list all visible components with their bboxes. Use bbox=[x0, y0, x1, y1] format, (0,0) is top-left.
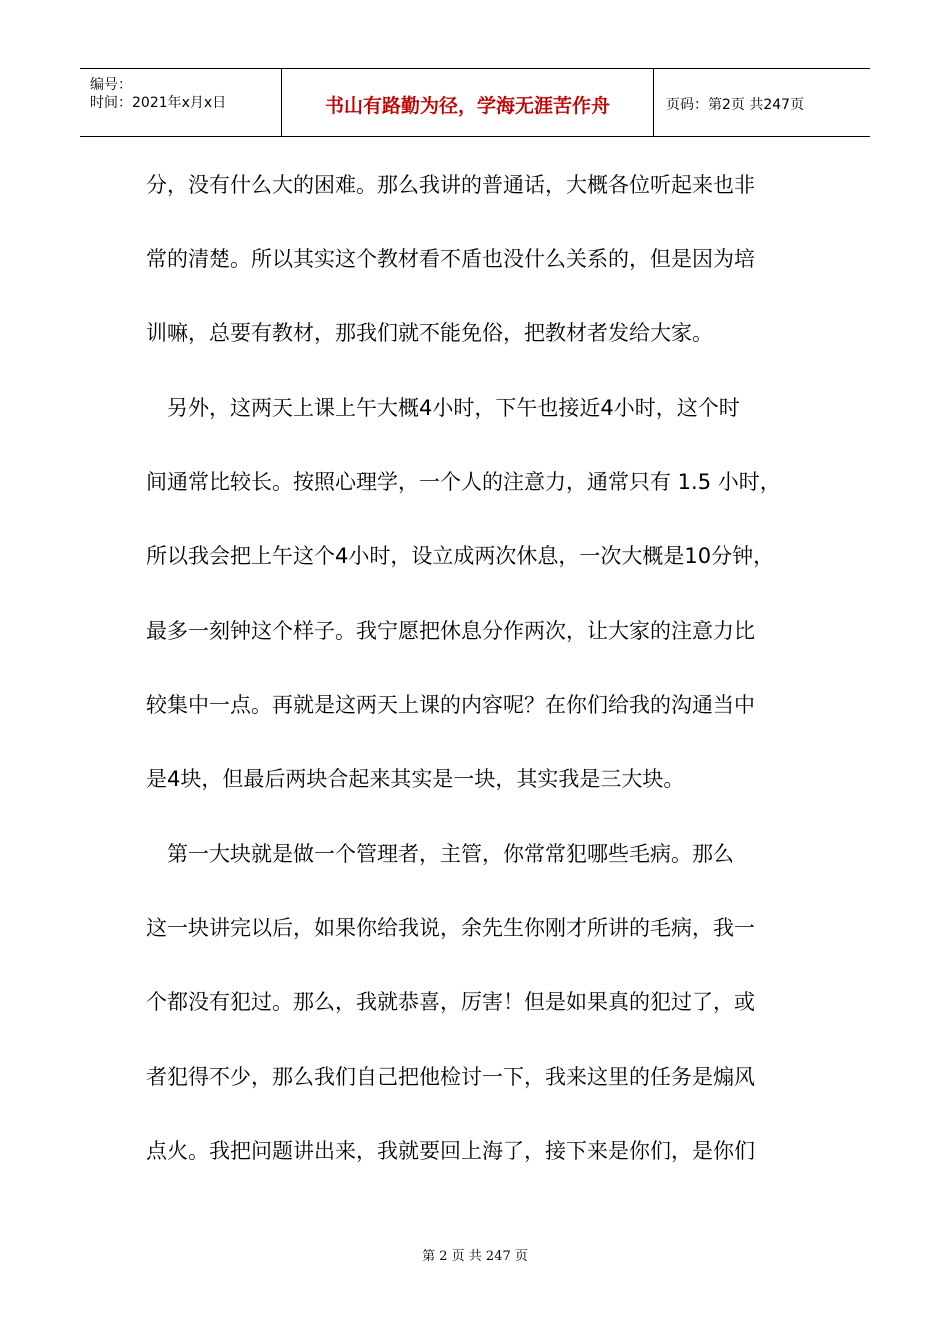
body-text-line: 间通常比较长。按照心理学，一个人的注意力，通常只有 1.5 小时， bbox=[146, 470, 781, 494]
body-text-line: 点火。我把问题讲出来，我就要回上海了，接下来是你们，是你们 bbox=[146, 1139, 755, 1163]
body-text-line: 训嘛，总要有教材，那我们就不能免俗，把教材者发给大家。 bbox=[146, 321, 713, 345]
body-text-line: 是4块，但最后两块合起来其实是一块，其实我是三大块。 bbox=[146, 767, 685, 791]
document-number-label: 编号： bbox=[90, 77, 132, 93]
body-text-line: 这一块讲完以后，如果你给我说，余先生你刚才所讲的毛病，我一 bbox=[146, 916, 755, 940]
header-motto: 书山有路勤为径，学海无涯苦作舟 bbox=[324, 95, 610, 117]
document-date-label: 时间：2021年x月x日 bbox=[90, 95, 227, 111]
body-text-line: 最多一刻钟这个样子。我宁愿把休息分作两次，让大家的注意力比 bbox=[146, 619, 755, 643]
body-text-line: 所以我会把上午这个4小时，设立成两次休息，一次大概是10分钟， bbox=[146, 544, 775, 568]
body-text-line: 常的清楚。所以其实这个教材看不盾也没什么关系的，但是因为培 bbox=[146, 247, 755, 271]
header-motto-cell bbox=[282, 69, 654, 136]
body-text-line: 另外，这两天上课上午大概4小时，下午也接近4小时，这个时 bbox=[146, 396, 740, 420]
header-meta-cell bbox=[80, 69, 282, 136]
body-text-line: 个都没有犯过。那么，我就恭喜，厉害！但是如果真的犯过了，或 bbox=[146, 990, 755, 1014]
header-page-cell bbox=[654, 69, 870, 136]
body-text-line: 分，没有什么大的困难。那么我讲的普通话，大概各位听起来也非 bbox=[146, 173, 755, 197]
page-footer: 第 2 页 共 247 页 bbox=[422, 1249, 528, 1264]
body-text-line: 者犯得不少，那么我们自己把他检讨一下，我来这里的任务是煽风 bbox=[146, 1065, 755, 1089]
body-text-line: 较集中一点。再就是这两天上课的内容呢？在你们给我的沟通当中 bbox=[146, 693, 755, 717]
body-text-line: 第一大块就是做一个管理者，主管，你常常犯哪些毛病。那么 bbox=[146, 842, 734, 866]
header-page-number: 页码：第2页 共247页 bbox=[666, 97, 805, 113]
document-header bbox=[80, 68, 870, 137]
